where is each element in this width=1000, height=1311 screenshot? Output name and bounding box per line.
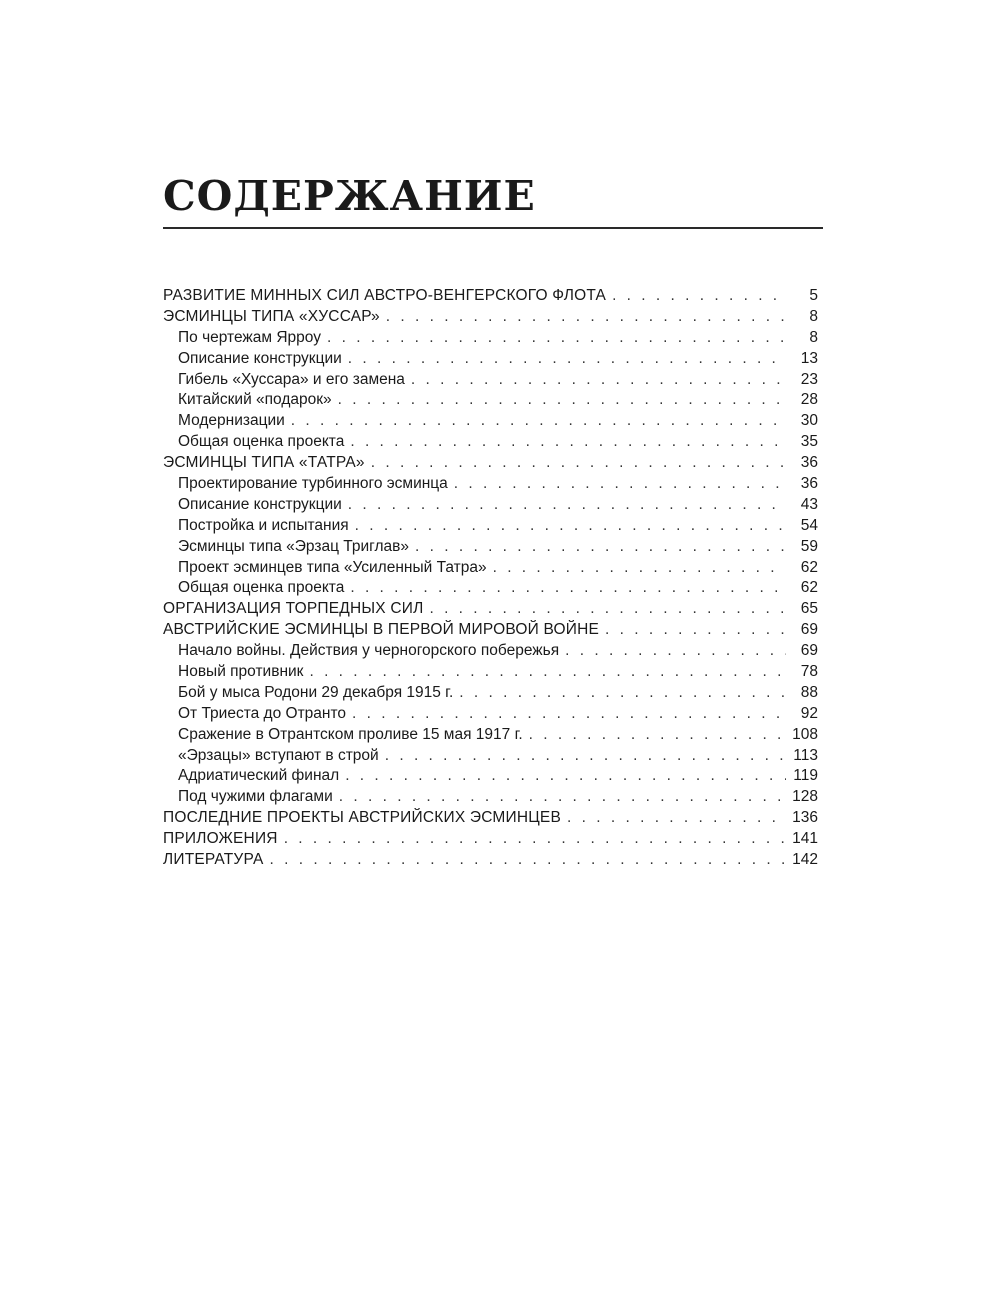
toc-entry-title: Общая оценка проекта — [178, 579, 345, 597]
toc-page-number: 62 — [800, 579, 818, 597]
toc-list — [163, 286, 818, 871]
toc-entry-title: Проектирование турбинного эсминца — [178, 475, 448, 493]
toc-page-number: 119 — [793, 767, 818, 785]
dot-leader — [459, 683, 786, 704]
toc-page-number: 92 — [800, 704, 818, 722]
toc-page-number: 23 — [800, 370, 818, 388]
dot-leader — [348, 495, 786, 516]
toc-page-number: 69 — [800, 642, 818, 660]
toc-section[interactable] — [163, 495, 818, 516]
toc-section[interactable] — [163, 516, 818, 537]
toc-section[interactable] — [163, 411, 818, 432]
toc-page-number: 54 — [800, 516, 818, 534]
toc-page-number: 5 — [809, 287, 818, 304]
toc-entry-title: ПОСЛЕДНИЕ ПРОЕКТЫ АВСТРИЙСКИХ ЭСМИНЦЕВ — [163, 809, 562, 827]
toc-entry-title: ЭСМИНЦЫ ТИПА «ТАТРА» — [163, 454, 365, 472]
toc-entry-title: АВСТРИЙСКИЕ ЭСМИНЦЫ В ПЕРВОЙ МИРОВОЙ ВОЙНЕ — [163, 621, 600, 639]
toc-section[interactable] — [163, 578, 818, 599]
toc-page-number: 62 — [800, 558, 818, 576]
toc-entry-title: Китайский «подарок» — [178, 391, 332, 409]
toc-section[interactable] — [163, 474, 818, 495]
toc-section[interactable] — [163, 537, 818, 558]
dot-leader — [371, 453, 786, 474]
dot-leader — [352, 704, 786, 725]
toc-chapter[interactable] — [163, 829, 818, 850]
toc-section[interactable] — [163, 349, 818, 370]
toc-entry-title: Бой у мыса Родони 29 декабря 1915 г. — [178, 683, 454, 701]
toc-entry-title: От Триеста до Отранто — [178, 704, 347, 722]
dot-leader — [605, 620, 786, 641]
toc-section[interactable] — [163, 704, 818, 725]
toc-section[interactable] — [163, 725, 818, 746]
toc-section[interactable] — [163, 662, 818, 683]
toc-section[interactable] — [163, 558, 818, 579]
toc-entry-title: ЭСМИНЦЫ ТИПА «ХУССАР» — [163, 307, 380, 325]
toc-chapter[interactable] — [163, 286, 818, 307]
toc-entry-title: Проект эсминцев типа «Усиленный Татра» — [178, 558, 487, 576]
dot-leader — [327, 328, 786, 349]
dot-leader — [309, 662, 786, 683]
toc-page-number: 8 — [809, 307, 818, 325]
dot-leader — [284, 829, 786, 850]
toc-page-number: 108 — [792, 725, 818, 743]
toc-chapter[interactable] — [163, 620, 818, 641]
dot-leader — [355, 516, 786, 537]
dot-leader — [270, 850, 786, 871]
toc-page-number: 35 — [800, 433, 818, 451]
toc-entry-title: Адриатический финал — [178, 767, 340, 785]
dot-leader — [567, 808, 786, 829]
toc-entry-title: Общая оценка проекта — [178, 433, 345, 451]
dot-leader — [339, 787, 786, 808]
toc-page-number: 113 — [793, 746, 818, 764]
toc-section[interactable] — [163, 641, 818, 662]
dot-leader — [565, 641, 786, 662]
toc-entry-title: Постройка и испытания — [178, 516, 349, 534]
toc-entry-title: РАЗВИТИЕ МИННЫХ СИЛ АВСТРО-ВЕНГЕРСКОГО ФЛОТА — [163, 287, 607, 304]
dot-leader — [429, 599, 786, 620]
toc-page-number: 8 — [809, 328, 818, 346]
toc-entry-title: «Эрзацы» вступают в строй — [178, 746, 379, 764]
toc-page-number: 142 — [792, 851, 818, 869]
toc-page-number: 136 — [792, 809, 818, 827]
dot-leader — [291, 411, 786, 432]
title-divider — [163, 227, 823, 229]
toc-chapter[interactable] — [163, 599, 818, 620]
toc-page-number: 59 — [800, 537, 818, 555]
toc-page-number: 43 — [800, 495, 818, 513]
toc-entry-title: Описание конструкции — [178, 495, 342, 513]
toc-page-number: 69 — [800, 621, 818, 639]
toc-section[interactable] — [163, 683, 818, 704]
toc-section[interactable] — [163, 746, 818, 767]
toc-page-number: 65 — [800, 600, 818, 618]
toc-entry-title: ЛИТЕРАТУРА — [163, 851, 264, 869]
toc-entry-title: Сражение в Отрантском проливе 15 мая 1917 г. — [178, 725, 523, 743]
toc-section[interactable] — [163, 432, 818, 453]
toc-section[interactable] — [163, 328, 818, 349]
toc-page-number: 141 — [792, 830, 818, 848]
dot-leader — [454, 474, 786, 495]
dot-leader — [386, 307, 786, 328]
toc-entry-title: Начало войны. Действия у черногорского побережья — [178, 642, 560, 660]
toc-chapter[interactable] — [163, 850, 818, 871]
dot-leader — [493, 558, 786, 579]
toc-page-number: 128 — [792, 788, 818, 806]
dot-leader — [411, 370, 786, 391]
toc-section[interactable] — [163, 390, 818, 411]
dot-leader — [338, 390, 786, 411]
dot-leader — [529, 725, 786, 746]
toc-page-number: 28 — [800, 391, 818, 409]
toc-page-number: 78 — [800, 663, 818, 681]
toc-section[interactable] — [163, 370, 818, 391]
dot-leader — [348, 349, 786, 370]
toc-section[interactable] — [163, 787, 818, 808]
page-title: СОДЕРЖАНИЕ — [163, 172, 536, 220]
toc-entry-title: Под чужими флагами — [178, 788, 333, 806]
dot-leader — [350, 432, 786, 453]
toc-chapter[interactable] — [163, 808, 818, 829]
toc-page-number: 36 — [800, 454, 818, 472]
dot-leader — [385, 746, 786, 767]
dot-leader — [415, 537, 786, 558]
toc-entry-title: Новый противник — [178, 663, 304, 681]
toc-page-number: 30 — [800, 412, 818, 430]
toc-section[interactable] — [163, 766, 818, 787]
toc-entry-title: ОРГАНИЗАЦИЯ ТОРПЕДНЫХ СИЛ — [163, 600, 424, 618]
toc-chapter[interactable] — [163, 453, 818, 474]
toc-page-number: 88 — [800, 683, 818, 701]
toc-entry-title: По чертежам Ярроу — [178, 328, 321, 346]
toc-entry-title: ПРИЛОЖЕНИЯ — [163, 830, 278, 848]
toc-chapter[interactable] — [163, 307, 818, 328]
toc-entry-title: Описание конструкции — [178, 349, 342, 367]
toc-entry-title: Эсминцы типа «Эрзац Триглав» — [178, 537, 409, 555]
dot-leader — [345, 766, 786, 787]
toc-page-number: 13 — [800, 349, 818, 367]
dot-leader — [612, 286, 786, 307]
toc-entry-title: Гибель «Хуссара» и его замена — [178, 370, 405, 388]
toc-entry-title: Модернизации — [178, 412, 285, 430]
dot-leader — [350, 578, 786, 599]
toc-page-number: 36 — [800, 475, 818, 493]
